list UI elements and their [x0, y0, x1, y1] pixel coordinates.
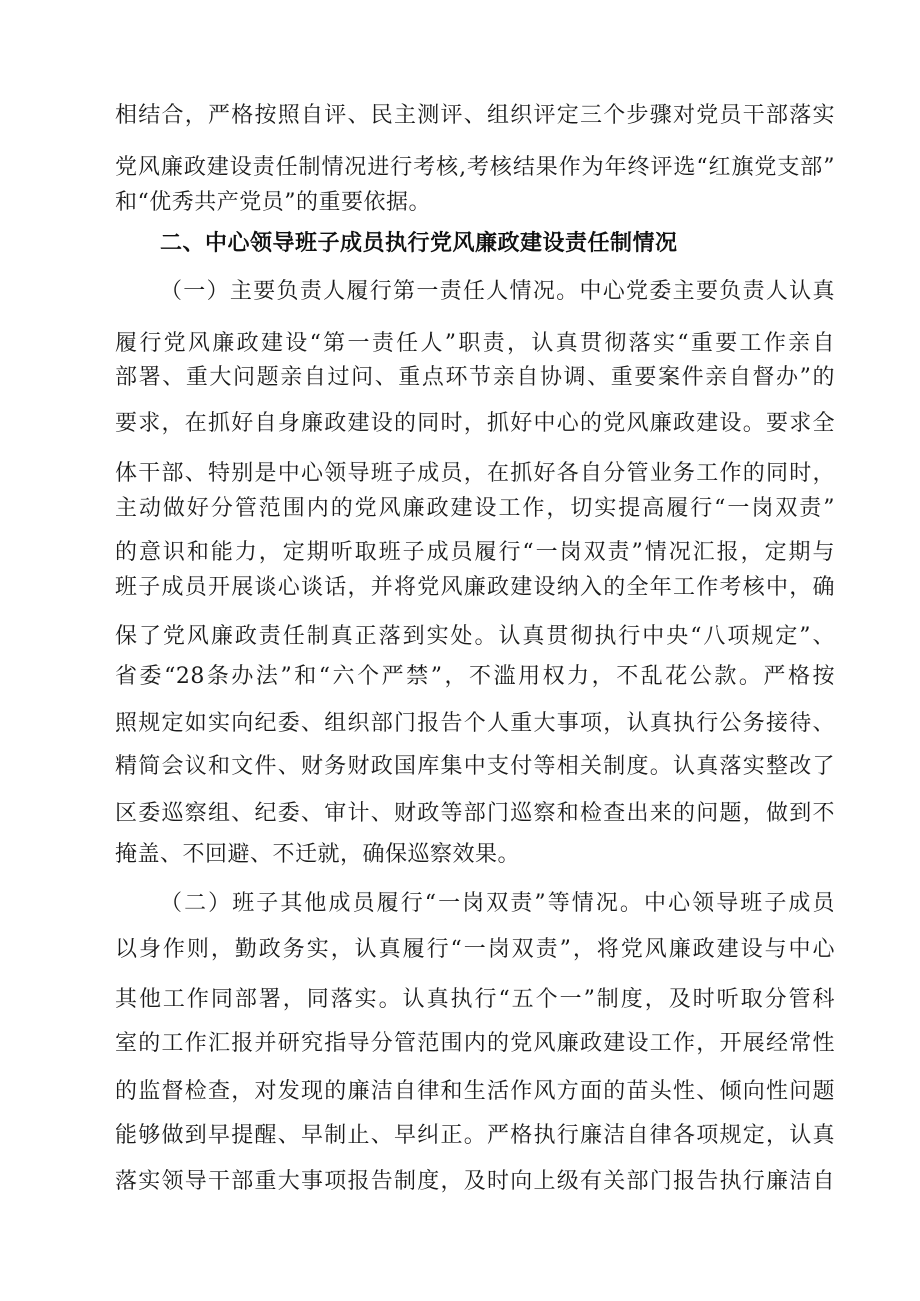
text-line: 和“优秀共产党员”的重要依据。 [115, 190, 431, 215]
text-line: 班子成员开展谈心谈话，并将党风廉政建设纳入的全年工作考核中，确 [115, 575, 835, 600]
text-line: 照规定如实向纪委、组织部门报告个人重大事项，认真执行公务接待、 [115, 711, 835, 736]
text-line: 部署、重大问题亲自过问、重点环节亲自协调、重要案件亲自督办”的 [115, 365, 835, 390]
text-line: 的意识和能力，定期听取班子成员履行“一岗双责”情况汇报，定期与 [115, 540, 835, 565]
text-line: 党风廉政建设责任制情况进行考核,考核结果作为年终评选“红旗党支部” [115, 155, 835, 180]
text-line: 相结合，严格按照自评、民主测评、组织评定三个步骤对党员干部落实 [115, 103, 835, 128]
text-line: 精简会议和文件、财务财政国库集中支付等相关制度。认真落实整改了 [115, 754, 835, 779]
paragraph-first-line: （一）主要负责人履行第一责任人情况。中心党委主要负责人认真 [160, 279, 835, 304]
text-line: 能够做到早提醒、早制止、早纠正。严格执行廉洁自律各项规定，认真 [115, 1123, 835, 1148]
text-line: 省委“28条办法”和“六个严禁”，不滥用权力，不乱花公款。严格按 [115, 664, 835, 689]
text-line: 保了党风廉政责任制真正落到实处。认真贯彻执行中央“八项规定”、 [115, 624, 835, 649]
text-line: 掩盖、不回避、不迁就，确保巡察效果。 [115, 842, 521, 867]
text-line: 履行党风廉政建设“第一责任人”职责，认真贯彻落实“重要工作亲自 [115, 331, 835, 356]
text-line: 体干部、特别是中心领导班子成员，在抓好各自分管业务工作的同时， [115, 461, 835, 486]
section-heading: 二、中心领导班子成员执行党风廉政建设责任制情况 [160, 231, 678, 256]
text-line: 其他工作同部署，同落实。认真执行“五个一”制度，及时听取分管科 [115, 987, 835, 1012]
text-line: 落实领导干部重大事项报告制度，及时向上级有关部门报告执行廉洁自 [115, 1169, 835, 1194]
paragraph-first-line: （二）班子其他成员履行“一岗双责”等情况。中心领导班子成员 [160, 891, 835, 916]
text-line: 以身作则，勤政务实，认真履行“一岗双责”，将党风廉政建设与中心 [115, 937, 835, 962]
text-line: 要求，在抓好自身廉政建设的同时，抓好中心的党风廉政建设。要求全 [115, 411, 835, 436]
text-line: 室的工作汇报并研究指导分管范围内的党风廉政建设工作，开展经常性 [115, 1031, 835, 1056]
text-line: 区委巡察组、纪委、审计、财政等部门巡察和检查出来的问题，做到不 [115, 801, 835, 826]
text-line: 的监督检查，对发现的廉洁自律和生活作风方面的苗头性、倾向性问题 [115, 1079, 835, 1104]
text-line: 主动做好分管范围内的党风廉政建设工作，切实提高履行“一岗双责” [115, 496, 835, 521]
